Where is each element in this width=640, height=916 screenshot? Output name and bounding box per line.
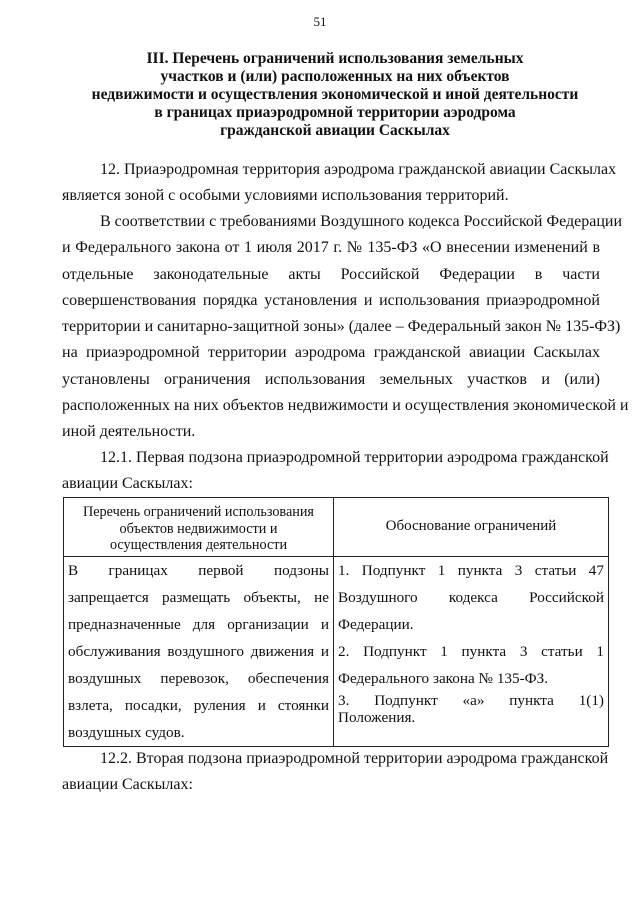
cell-line: запрещается размещать объекты, не [68,588,329,606]
heading-line: участков и (или) расположенных на них объектов [160,68,510,85]
header-line: Перечень ограничений использования [83,504,314,520]
page-number: 51 [313,14,327,29]
text-line: и Федерального закона от 1 июля 2017 г. № 135-ФЗ «О внесении изменений в [62,239,600,257]
text-line: является зоной с особыми условиями использования территорий. [62,187,509,205]
cell-line: Положения. [338,708,416,726]
cell-line: Воздушного кодекса Российской [338,588,604,606]
heading-line: в границах приаэродромной территории аэродрома [154,104,516,121]
paragraph-12-2 [62,746,609,799]
cell-line: воздушных перевозок, обеспечения [68,669,329,687]
header-cell-basis: Обоснование ограничений [334,498,609,557]
cell-line: В границах первой подзоны [68,561,329,579]
heading-line: недвижимости и осуществления экономической и иной деятельности [91,86,579,103]
text-line: расположенных на них объектов недвижимости и осуществления экономической и [62,397,629,415]
text-line: 12. Приаэродромная территория аэродрома гражданской авиации Саскылах [100,161,617,178]
table-header-row [64,498,609,557]
text-line: иной деятельности. [62,423,196,441]
text-line: территории и санитарно-защитной зоны» (далее – Федеральный закон № 135-ФЗ) [62,318,621,336]
heading-line: гражданской авиации Саскылах [220,122,450,139]
text-line: на приаэродромной территории аэродрома гражданской авиации Саскылах [62,344,600,362]
paragraph-12-1 [62,445,609,498]
header-cell-restrictions [64,498,334,557]
cell-line: Федерального закона № 135-ФЗ. [338,669,549,687]
text-line: отдельные законодательные акты Российской Федерации в части [62,265,600,283]
cell-line: 2. Подпункт 1 пункта 3 статьи 1 [338,642,604,660]
cell-line: взлета, посадки, руления и стоянки [68,696,329,714]
text-line: авиации Саскылах: [62,776,193,794]
header-line: осуществления деятельности [109,537,288,553]
text-line: совершенствования порядка установления и использования приаэродромной [62,291,600,309]
restrictions-table [63,497,609,747]
heading-line: III. Перечень ограничений использования земельных [146,50,524,67]
cell-line: 3. Подпункт «а» пункта 1(1) [338,691,604,709]
paragraph-12 [62,157,617,210]
text-line: 12.2. Вторая подзона приаэродромной территории аэродрома гражданской [100,750,609,767]
cell-line: воздушных судов. [68,723,185,741]
text-line: установлены ограничения использования земельных участков и (или) [62,370,600,388]
cell-line: предназначенные для организации и [68,615,329,633]
cell-line: Федерации. [338,615,414,633]
paragraph-legal-basis [62,209,629,446]
text-line: авиации Саскылах: [62,475,193,493]
basis-cell [334,556,609,746]
cell-line: 1. Подпункт 1 пункта 3 статьи 47 [338,561,604,579]
table-row [64,556,609,746]
section-heading [70,50,600,140]
header-line: объектов недвижимости и [119,520,278,537]
restriction-cell [64,556,334,746]
text-line: В соответствии с требованиями Воздушного кодекса Российской Федерации [100,213,623,230]
text-line: 12.1. Первая подзона приаэродромной территории аэродрома гражданской [100,449,609,466]
cell-line: обслуживания воздушного движения и [68,642,329,660]
